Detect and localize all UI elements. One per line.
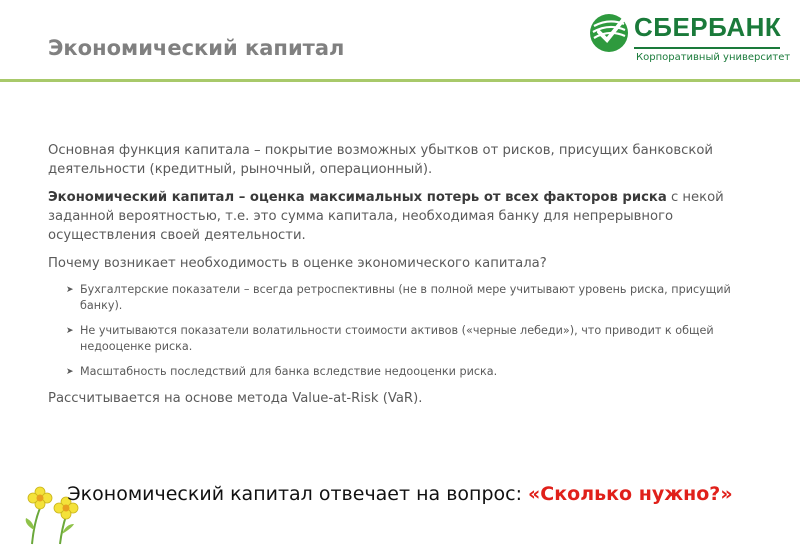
sberbank-emblem-icon: [588, 12, 630, 54]
paragraph-question: Почему возникает необходимость в оценке экономического капитала?: [48, 256, 547, 271]
list-item: ➤ Масштабность последствий для банка вследствие недооценки риска.: [66, 365, 498, 378]
key-question: [50, 480, 750, 508]
logo-name: СБЕРБАНК: [634, 12, 782, 42]
question-highlight: «Сколько нужно?»: [528, 483, 733, 505]
logo-divider: [634, 47, 780, 49]
arrow-right-icon: ➤: [66, 326, 74, 336]
header-divider: [0, 79, 800, 82]
reasons-list: [48, 282, 748, 380]
arrow-right-icon: ➤: [66, 285, 74, 295]
slide-content: [48, 141, 748, 417]
slide-title: Экономический капитал: [48, 36, 345, 60]
paragraph-var: Рассчитывается на основе метода Value-at-Risk (VaR).: [48, 391, 423, 406]
list-item: ➤ Бухгалтерские показатели – всегда ретроспективны (не в полной мере учитывают уровень риска, присущий банку).: [66, 283, 731, 312]
logo-subtitle: Корпоративный университет: [636, 52, 791, 63]
definition-bold: Экономический капитал – оценка максимальных потерь от всех факторов риска: [48, 190, 667, 205]
question-text: Экономический капитал отвечает на вопрос:: [67, 483, 529, 505]
list-item: ➤ Не учитываются показатели волатильности стоимости активов («черные лебеди»), что приводит к общей недооценке риска.: [66, 324, 714, 353]
definition-rest: с некой заданной вероятностью, т.е. это сумма капитала, необходимая банку для непрерывного осуществления своей деятельности.: [48, 190, 724, 243]
sberbank-logo: [588, 10, 791, 68]
paragraph-capital-function: Основная функция капитала – покрытие возможных убытков от рисков, присущих банковской деятельности (кредитный, рыночный, операционный).: [48, 143, 713, 177]
arrow-right-icon: ➤: [66, 367, 74, 377]
paragraph-definition: [48, 188, 748, 245]
